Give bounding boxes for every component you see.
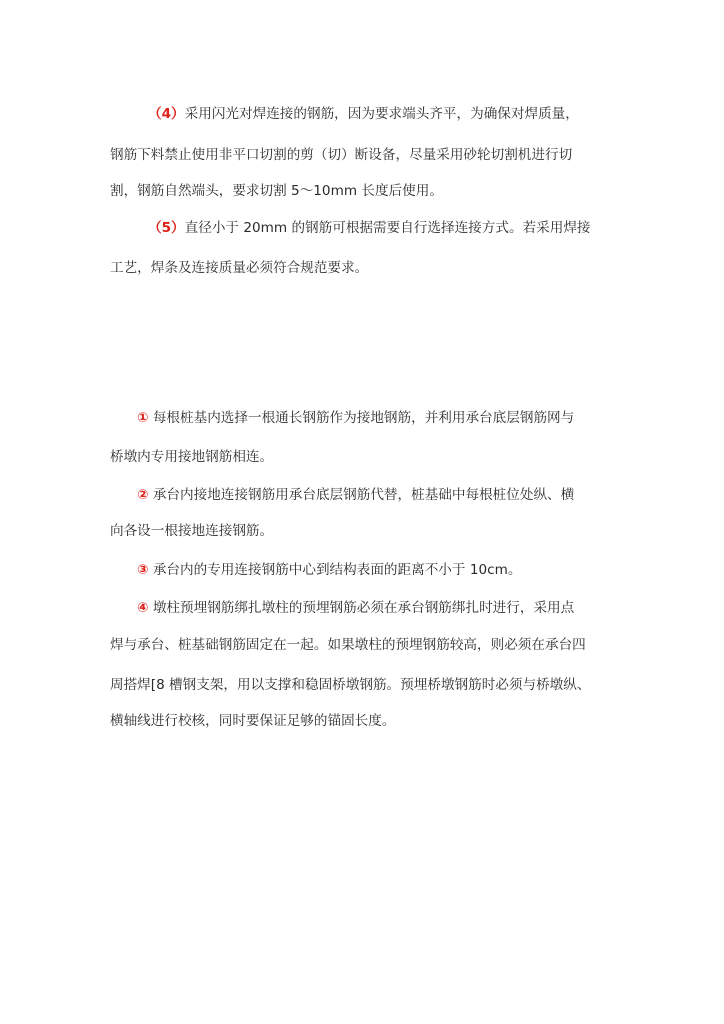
circled-marker-2: ② [137, 487, 149, 503]
paragraph-4-line-1 [148, 104, 579, 124]
circled-marker-1: ① [137, 410, 149, 426]
paragraph-5-line-2: 工艺，焊条及连接质量必须符合规范要求。 [110, 260, 369, 276]
point-4-line-2: 焊与承台、桩基础钢筋固定在一起。如果墩柱的预埋钢筋较高，则必须在承台四 [110, 637, 586, 653]
point-4-text-1: 墩柱预埋钢筋绑扎墩柱的预埋钢筋必须在承台钢筋绑扎时进行，采用点 [152, 600, 575, 616]
point-1-text-1: 每根桩基内选择一根通长钢筋作为接地钢筋，并利用承台底层钢筋网与 [152, 410, 575, 426]
paragraph-4-line-2: 钢筋下料禁止使用非平口切割的剪（切）断设备，尽量采用砂轮切割机进行切 [110, 147, 573, 163]
point-3-text-1: 承台内的专用连接钢筋中心到结构表面的距离不小于 10cm。 [152, 562, 522, 578]
circled-marker-4: ④ [137, 600, 149, 616]
point-4-line-4: 横轴线进行校核，同时要保证足够的锚固长度。 [110, 713, 396, 729]
point-2-line-2: 向各设一根接地连接钢筋。 [110, 523, 274, 539]
paragraph-5-line-1 [148, 218, 591, 238]
paragraph-4-line-3: 割，钢筋自然端头，要求切割 5～10mm 长度后使用。 [110, 183, 443, 199]
paragraph-4-text-1: 采用闪光对焊连接的钢筋，因为要求端头齐平，为确保对焊质量， [184, 106, 579, 122]
point-4-line-3: 周搭焊[8 槽钢支架，用以支撑和稳固桥墩钢筋。预埋桥墩钢筋时必须与桥墩纵、 [110, 677, 591, 693]
point-2-line-1 [137, 485, 574, 505]
item-marker-5: （5） [148, 220, 185, 236]
point-2-text-1: 承台内接地连接钢筋用承台底层钢筋代替，桩基础中每根桩位处纵、横 [152, 487, 575, 503]
point-4-line-1 [137, 598, 574, 618]
point-1-line-2: 桥墩内专用接地钢筋相连。 [110, 449, 274, 465]
point-3-line-1 [137, 560, 521, 580]
paragraph-5-text-1: 直径小于 20mm 的钢筋可根据需要自行选择连接方式。若采用焊接 [184, 220, 591, 236]
circled-marker-3: ③ [137, 562, 149, 578]
point-1-line-1 [137, 408, 574, 428]
item-marker-4: （4） [148, 106, 185, 122]
